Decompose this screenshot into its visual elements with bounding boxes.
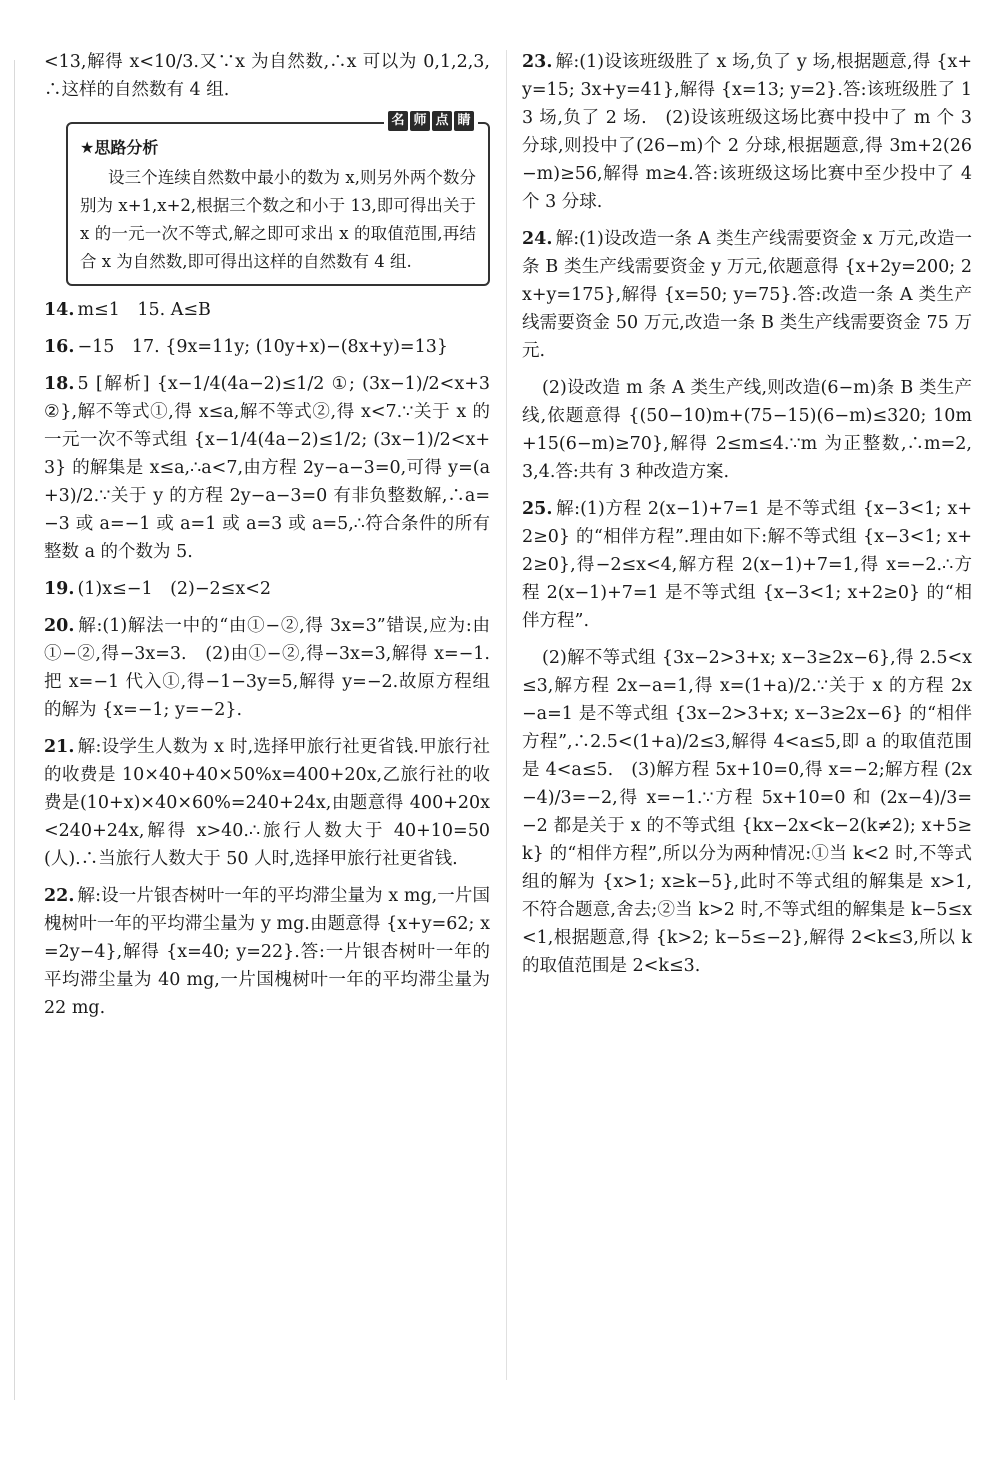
- question-number: 18.: [44, 374, 75, 394]
- badge-char: 睛: [454, 111, 474, 131]
- answer-paragraph: [44, 333, 490, 361]
- answer-paragraph: [44, 882, 496, 1022]
- answer-text: 解:设学生人数为 x 时,选择甲旅行社更省钱.甲旅行社的收费是 10×40+40×50%x=400+20x,乙旅行社的收费是(10+x)×40×60%=240+24x,由题意得 400+20x<240+24x,解得 x>40.∴旅行人数大于 40+10=50(人).∴当旅行人数大于 50 人时,选择甲旅行社更省钱.: [44, 737, 490, 869]
- answer-text: 解:(1)设该班级胜了 x 场,负了 y 场,根据题意,得 {x+y=15; 3x+y=41},解得 {x=13; y=2}.答:该班级胜了 13 场,负了 2 场. (2)设该班级这场比赛中投中了 m 个 3 分球,则投中了(26−m)个 2 分球,根据题意,得 3m+2(26−m)≥56,解得 m≥4.答:该班级这场比赛中至少投中了 4 个 3 分球.: [522, 52, 978, 212]
- question-number: 19.: [44, 579, 75, 599]
- answer-paragraph: [44, 370, 496, 566]
- badge-char: 师: [410, 111, 430, 131]
- answer-text: (1)x≤−1 (2)−2≤x<2: [77, 579, 271, 599]
- question-number: 21.: [44, 737, 75, 757]
- analysis-box: [66, 113, 490, 286]
- analysis-title: ★思路分析: [80, 138, 159, 157]
- answer-text: 解:(1)解法一中的“由①−②,得 3x=3”错误,应为:由①−②,得−3x=3. (2)由①−②,得−3x=3,解得 x=−1.把 x=−1 代入①,得−1−3y=5,解得 y=−2.故原方程组的解为 {x=−1; y=−2}.: [44, 616, 490, 720]
- answer-text: 解:(1)设改造一条 A 类生产线需要资金 x 万元,改造一条 B 类生产线需要资金 y 万元,依题意得 {x+2y=200; 2x+y=175},解得 {x=50; y=75}.答:改造一条 A 类生产线需要资金 50 万元,改造一条 B 类生产线需要资金 75 万元.: [522, 229, 972, 361]
- answer-text: (2)设改造 m 条 A 类生产线,则改造(6−m)条 B 类生产线,依题意得 {(50−10)m+(75−15)(6−m)≤320; 10m+15(6−m)≥70},解得 2≤m≤4.∵m 为正整数,∴m=2,3,4.答:共有 3 种改造方案.: [522, 378, 972, 482]
- answer-paragraph: [522, 48, 978, 216]
- answer-paragraph: [44, 733, 490, 873]
- answer-paragraph: [522, 225, 972, 365]
- answer-paragraph: [44, 612, 490, 724]
- answer-text: (2)解不等式组 {3x−2>3+x; x−3≥2x−6},得 2.5<x≤3,解方程 2x−a=1,得 x=(1+a)/2.∵关于 x 的方程 2x−a=1 是不等式组 {3x−2>3+x; x−3≥2x−6} 的“相伴方程”,∴2.5<(1+a)/2≤3,解得 4<a≤5,即 a 的取值范围是 4<a≤5. (3)解方程 5x+10=0,得 x=−2;解方程 (2x−4)/3=−2,得 x=−1.∵方程 5x+10=0 和 (2x−4)/3=−2 都是关于 x 的不等式组 {kx−2x<k−2(k≠2); x+5≥k} 的“相伴方程”,所以分为两种情况:①当 k<2 时,不等式组的解为 {x>1; x≥k−5},此时不等式组的解集是 x>1,不符合题意,舍去;②当 k>2 时,不等式组的解集是 k−5≤x<1,根据题意,得 {k>2; k−5≤−2},解得 2<k≤3,所以 k 的取值范围是 2<k≤3.: [522, 648, 978, 976]
- left-column: [44, 48, 496, 1031]
- intro-paragraph: <13,解得 x<10/3.又∵x 为自然数,∴x 可以为 0,1,2,3,∴这样的自然数有 4 组.: [44, 52, 490, 100]
- question-number: 14.: [44, 300, 75, 320]
- question-number: 24.: [522, 229, 553, 249]
- question-number: 23.: [522, 52, 553, 72]
- answer-paragraph: [44, 575, 490, 603]
- badge-char: 点: [432, 111, 452, 131]
- question-number: 25.: [522, 499, 553, 519]
- answer-text: 解:(1)方程 2(x−1)+7=1 是不等式组 {x−3<1; x+2≥0} 的“相伴方程”.理由如下:解不等式组 {x−3<1; x+2≥0},得−2≤x<4,解方程 2(x−1)+7=1,得 x=−2.∴方程 2(x−1)+7=1 是不等式组 {x−3<1; x+2≥0} 的“相伴方程”.: [522, 499, 972, 631]
- answer-paragraph: [522, 644, 978, 980]
- answer-paragraph: [522, 374, 972, 486]
- answer-paragraph: [522, 495, 972, 635]
- page-edge-rule: [14, 60, 15, 1400]
- right-answer-list: [522, 48, 978, 980]
- column-divider: [506, 50, 507, 1380]
- teacher-tip-badge: [384, 111, 478, 131]
- badge-char: 名: [388, 111, 408, 131]
- question-number: 22.: [44, 886, 75, 906]
- question-number: 20.: [44, 616, 75, 636]
- left-answer-list: [44, 296, 496, 1022]
- answer-text: 解:设一片银杏树叶一年的平均滞尘量为 x mg,一片国槐树叶一年的平均滞尘量为 y mg.由题意得 {x+y=62; x=2y−4},解得 {x=40; y=22}.答:一片银杏树叶一年的平均滞尘量为 40 mg,一片国槐树叶一年的平均滞尘量为 22 mg.: [44, 886, 496, 1018]
- answer-paragraph: [44, 296, 490, 324]
- answer-text: m≤1 15. A≤B: [77, 300, 211, 320]
- question-number: 16.: [44, 337, 75, 357]
- answer-text: −15 17. {9x=11y; (10y+x)−(8x+y)=13}: [77, 337, 448, 357]
- answer-text: 5 [解析] {x−1/4(4a−2)≤1/2 ①; (3x−1)/2<x+3 ②},解不等式①,得 x≤a,解不等式②,得 x<7.∵关于 x 的一元一次不等式组 {x−1/4(4a−2)≤1/2; (3x−1)/2<x+3} 的解集是 x≤a,∴a<7,由方程 2y−a−3=0,可得 y=(a+3)/2.∵关于 y 的方程 2y−a−3=0 有非负整数解,∴a=−3 或 a=−1 或 a=1 或 a=3 或 a=5,∴符合条件的所有整数 a 的个数为 5.: [44, 374, 496, 562]
- right-column: [522, 48, 978, 989]
- analysis-body: 设三个连续自然数中最小的数为 x,则另外两个数分别为 x+1,x+2,根据三个数之和小于 13,即可得出关于 x 的一元一次不等式,解之即可求出 x 的取值范围,再结合 x 为自然数,即可得出这样的自然数有 4 组.: [80, 168, 482, 271]
